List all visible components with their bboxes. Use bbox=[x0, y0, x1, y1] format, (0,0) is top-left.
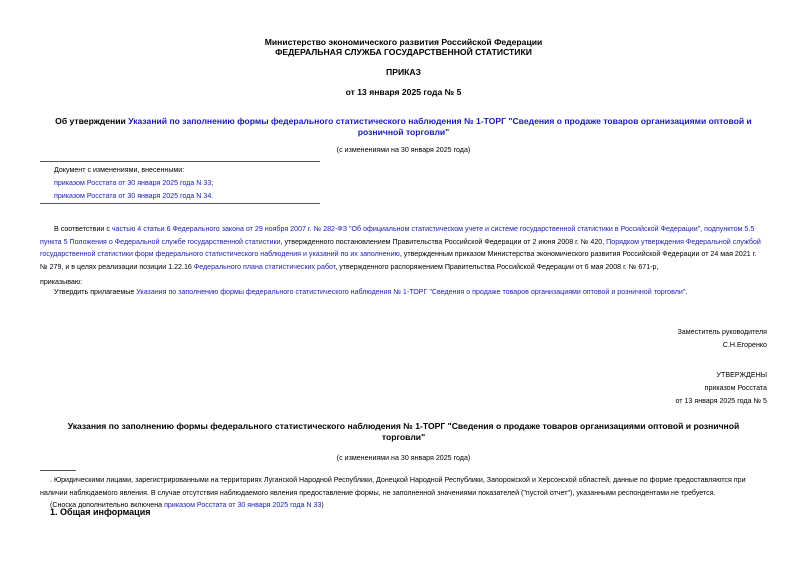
preamble-text-1: В соответствии с bbox=[54, 225, 112, 233]
preamble-text-4: № 279, и в целях реализации позиции 1.22.16 bbox=[40, 262, 194, 271]
amend-box-heading: Документ с изменениями, внесенными: bbox=[54, 166, 185, 174]
footnote-note-link[interactable]: приказом Росстата от 30 января 2025 года N 33 bbox=[164, 501, 322, 509]
preamble-link-procedure[interactable]: Порядком утверждения Федеральной службой bbox=[606, 237, 761, 246]
preamble-link-law[interactable]: частью 4 статьи 6 Федерального закона от 29 ноября 2007 г. № 282-ФЗ "Об официальном статистическом учете и системе государственной статистики в Российской Федерации", подпунктом 5.5 bbox=[111, 225, 755, 233]
amend-box bbox=[54, 164, 213, 203]
signature bbox=[678, 326, 767, 352]
order-title bbox=[0, 116, 807, 138]
amend-item-1[interactable]: приказом Росстата от 30 января 2025 года N 33; bbox=[54, 179, 214, 187]
preamble-text-5: , утвержденного распоряжением Правительства Российской Федерации от 6 мая 2008 г. № 671-р, bbox=[335, 262, 659, 271]
approved-line-2: приказом Росстата bbox=[704, 384, 767, 392]
order-clause-end: . bbox=[685, 288, 688, 296]
guide-title-line-2: торговли" bbox=[381, 432, 426, 442]
approved-block bbox=[676, 369, 768, 408]
footnote-note-prefix: (Сноска дополнительно включена bbox=[50, 501, 165, 509]
doc-type: ПРИКАЗ bbox=[386, 67, 421, 77]
section-heading: 1. Общая информация bbox=[50, 507, 151, 517]
order-clause-text: Утвердить прилагаемые bbox=[54, 288, 137, 296]
footnote-rule bbox=[40, 470, 76, 471]
guide-title bbox=[0, 421, 807, 443]
footnote-line-1: . Юридическими лицами, зарегистрированными на территориях Луганской Народной Республики, Донецкой Народной Республики, Запорожской и Херсонской областей, данные по форме предоставляются при bbox=[50, 476, 746, 484]
signer-position: Заместитель руководителя bbox=[677, 328, 767, 336]
guide-changes-note: (с изменениями на 30 января 2025 года) bbox=[336, 454, 471, 462]
footnote-note-suffix: ) bbox=[321, 501, 324, 509]
order-title-link-cont[interactable]: розничной торговли" bbox=[357, 127, 450, 137]
preamble-text-2: , утвержденного постановлением Правительства Российской Федерации от 2 июня 2008 г. № 420, bbox=[280, 237, 607, 246]
changes-note: (с изменениями на 30 января 2025 года) bbox=[336, 146, 471, 154]
order-title-link[interactable]: Указаний по заполнению формы федерального статистического наблюдения № 1-ТОРГ "Сведения о продаже товаров организациями оптовой и bbox=[128, 116, 752, 126]
approved-line-1: УТВЕРЖДЕНЫ bbox=[716, 371, 767, 379]
footnote-note bbox=[50, 499, 790, 512]
order-title-prefix: Об утверждении bbox=[55, 116, 129, 126]
preamble-link-procedure-cont[interactable]: государственной статистики форм федерального статистического наблюдения и указаний по их заполнению bbox=[40, 250, 400, 258]
order-word: приказываю: bbox=[40, 278, 83, 286]
preamble-link-plan[interactable]: Федерального плана статистических работ bbox=[193, 262, 336, 271]
service-name: ФЕДЕРАЛЬНАЯ СЛУЖБА ГОСУДАРСТВЕННОЙ СТАТИСТИКИ bbox=[275, 47, 532, 57]
order-date-number: от 13 января 2025 года № 5 bbox=[345, 87, 462, 97]
guide-title-line-1: Указания по заполнению формы федерального статистического наблюдения № 1-ТОРГ "Сведения о продаже товаров организациями оптовой и розничной bbox=[67, 421, 740, 431]
preamble-link-regulation[interactable]: пункта 5 Положения о Федеральной службе государственной статистики bbox=[40, 237, 281, 246]
approved-line-3: от 13 января 2025 года № 5 bbox=[675, 397, 767, 405]
footnote bbox=[40, 474, 790, 512]
amend-box-bottom-rule bbox=[40, 203, 320, 204]
preamble-text-3: , утвержденным приказом Министерства экономического развития Российской Федерации от 24 мая 2021 г. bbox=[399, 250, 757, 258]
order-clause-link[interactable]: Указания по заполнению формы федерального статистического наблюдения № 1-ТОРГ "Сведения о продаже товаров организациями оптовой и розничной торговли" bbox=[136, 288, 686, 296]
signer-name: С.Н.Егоренко bbox=[722, 341, 767, 349]
ministry-name: Министерство экономического развития Российской Федерации bbox=[264, 37, 543, 47]
preamble bbox=[40, 223, 780, 273]
amend-item-2[interactable]: приказом Росстата от 30 января 2025 года N 34. bbox=[54, 192, 214, 200]
order-clause bbox=[54, 286, 687, 299]
amend-box-top-rule bbox=[40, 161, 320, 162]
footnote-line-2: наличии наблюдаемого явления. В случае отсутствия наблюдаемого явления предоставление формы, не заполненной значениями показателей ("пустой отчет"), указанными респондентами не требуется. bbox=[40, 488, 716, 497]
